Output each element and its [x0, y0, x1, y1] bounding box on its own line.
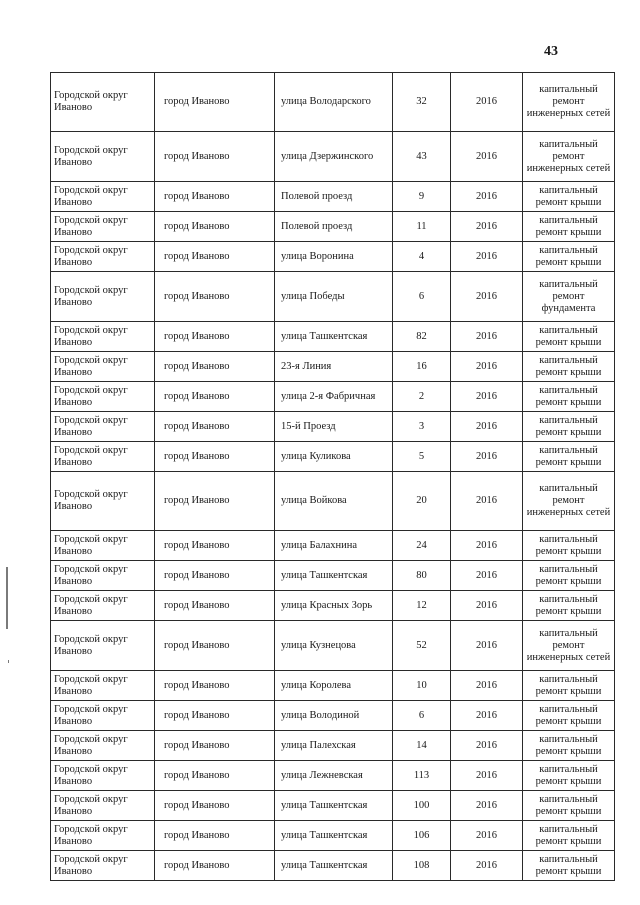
year-cell: 2016 [451, 561, 523, 591]
house-cell: 52 [393, 621, 451, 671]
table-row [51, 821, 615, 851]
house-cell: 108 [393, 851, 451, 881]
city-cell: город Иваново [155, 621, 275, 671]
table-row [51, 591, 615, 621]
work-cell: капитальный ремонт инженерных сетей [523, 472, 615, 531]
house-cell: 100 [393, 791, 451, 821]
year-cell: 2016 [451, 352, 523, 382]
okrug-cell: Городской округ Иваново [51, 731, 155, 761]
year-cell: 2016 [451, 322, 523, 352]
year-cell: 2016 [451, 701, 523, 731]
okrug-cell: Городской округ Иваново [51, 531, 155, 561]
okrug-cell: Городской округ Иваново [51, 412, 155, 442]
page-number: 43 [544, 44, 558, 59]
work-cell: капитальный ремонт крыши [523, 791, 615, 821]
work-cell: капитальный ремонт инженерных сетей [523, 132, 615, 182]
street-cell: улица Ташкентская [275, 561, 393, 591]
okrug-cell: Городской округ Иваново [51, 761, 155, 791]
work-cell: капитальный ремонт крыши [523, 531, 615, 561]
okrug-cell: Городской округ Иваново [51, 272, 155, 322]
table-row [51, 791, 615, 821]
city-cell: город Иваново [155, 531, 275, 561]
house-cell: 6 [393, 272, 451, 322]
year-cell: 2016 [451, 132, 523, 182]
city-cell: город Иваново [155, 701, 275, 731]
city-cell: город Иваново [155, 731, 275, 761]
table-row [51, 531, 615, 561]
street-cell: улица Красных Зорь [275, 591, 393, 621]
table-row [51, 761, 615, 791]
year-cell: 2016 [451, 821, 523, 851]
street-cell: улица Ташкентская [275, 821, 393, 851]
year-cell: 2016 [451, 731, 523, 761]
street-cell: улица Володиной [275, 701, 393, 731]
work-cell: капитальный ремонт крыши [523, 821, 615, 851]
house-cell: 14 [393, 731, 451, 761]
year-cell: 2016 [451, 442, 523, 472]
work-cell: капитальный ремонт крыши [523, 212, 615, 242]
year-cell: 2016 [451, 382, 523, 412]
scan-margin-mark [6, 567, 8, 629]
year-cell: 2016 [451, 791, 523, 821]
city-cell: город Иваново [155, 132, 275, 182]
house-cell: 113 [393, 761, 451, 791]
table-row [51, 242, 615, 272]
table-row [51, 322, 615, 352]
year-cell: 2016 [451, 621, 523, 671]
table-row [51, 701, 615, 731]
table-row [51, 182, 615, 212]
year-cell: 2016 [451, 591, 523, 621]
house-cell: 80 [393, 561, 451, 591]
table-row [51, 731, 615, 761]
street-cell: улица Ташкентская [275, 322, 393, 352]
year-cell: 2016 [451, 182, 523, 212]
okrug-cell: Городской округ Иваново [51, 322, 155, 352]
table-row [51, 561, 615, 591]
table-row [51, 412, 615, 442]
city-cell: город Иваново [155, 791, 275, 821]
street-cell: улица Королева [275, 671, 393, 701]
city-cell: город Иваново [155, 242, 275, 272]
street-cell: Полевой проезд [275, 182, 393, 212]
work-cell: капитальный ремонт крыши [523, 182, 615, 212]
year-cell: 2016 [451, 212, 523, 242]
okrug-cell: Городской округ Иваново [51, 561, 155, 591]
okrug-cell: Городской округ Иваново [51, 442, 155, 472]
street-cell: улица Лежневская [275, 761, 393, 791]
work-cell: капитальный ремонт крыши [523, 442, 615, 472]
city-cell: город Иваново [155, 561, 275, 591]
work-cell: капитальный ремонт крыши [523, 851, 615, 881]
work-cell: капитальный ремонт крыши [523, 382, 615, 412]
city-cell: город Иваново [155, 412, 275, 442]
okrug-cell: Городской округ Иваново [51, 701, 155, 731]
table-row [51, 472, 615, 531]
okrug-cell: Городской округ Иваново [51, 821, 155, 851]
okrug-cell: Городской округ Иваново [51, 671, 155, 701]
okrug-cell: Городской округ Иваново [51, 132, 155, 182]
okrug-cell: Городской округ Иваново [51, 791, 155, 821]
house-cell: 106 [393, 821, 451, 851]
year-cell: 2016 [451, 761, 523, 791]
street-cell: улица Воронина [275, 242, 393, 272]
city-cell: город Иваново [155, 472, 275, 531]
street-cell: улица Володарского [275, 73, 393, 132]
registry-body [51, 73, 615, 881]
table-row [51, 382, 615, 412]
work-cell: капитальный ремонт крыши [523, 761, 615, 791]
okrug-cell: Городской округ Иваново [51, 621, 155, 671]
table-row [51, 671, 615, 701]
house-cell: 16 [393, 352, 451, 382]
house-cell: 10 [393, 671, 451, 701]
okrug-cell: Городской округ Иваново [51, 382, 155, 412]
table-row [51, 851, 615, 881]
year-cell: 2016 [451, 472, 523, 531]
work-cell: капитальный ремонт крыши [523, 731, 615, 761]
work-cell: капитальный ремонт фундамента [523, 272, 615, 322]
street-cell: улица Балахнина [275, 531, 393, 561]
okrug-cell: Городской округ Иваново [51, 242, 155, 272]
house-cell: 2 [393, 382, 451, 412]
work-cell: капитальный ремонт крыши [523, 671, 615, 701]
scan-margin-dot [8, 660, 9, 663]
okrug-cell: Городской округ Иваново [51, 182, 155, 212]
work-cell: капитальный ремонт инженерных сетей [523, 621, 615, 671]
work-cell: капитальный ремонт крыши [523, 242, 615, 272]
table-row [51, 132, 615, 182]
year-cell: 2016 [451, 272, 523, 322]
city-cell: город Иваново [155, 761, 275, 791]
street-cell: улица Куликова [275, 442, 393, 472]
year-cell: 2016 [451, 412, 523, 442]
city-cell: город Иваново [155, 352, 275, 382]
house-cell: 6 [393, 701, 451, 731]
street-cell: 23-я Линия [275, 352, 393, 382]
city-cell: город Иваново [155, 382, 275, 412]
house-cell: 4 [393, 242, 451, 272]
table-row [51, 272, 615, 322]
city-cell: город Иваново [155, 182, 275, 212]
city-cell: город Иваново [155, 272, 275, 322]
work-cell: капитальный ремонт крыши [523, 412, 615, 442]
year-cell: 2016 [451, 73, 523, 132]
table-row [51, 73, 615, 132]
work-cell: капитальный ремонт крыши [523, 322, 615, 352]
table-row [51, 212, 615, 242]
street-cell: улица Дзержинского [275, 132, 393, 182]
okrug-cell: Городской округ Иваново [51, 212, 155, 242]
street-cell: Полевой проезд [275, 212, 393, 242]
street-cell: улица Палехская [275, 731, 393, 761]
street-cell: улица Ташкентская [275, 851, 393, 881]
okrug-cell: Городской округ Иваново [51, 352, 155, 382]
house-cell: 3 [393, 412, 451, 442]
street-cell: 15-й Проезд [275, 412, 393, 442]
year-cell: 2016 [451, 531, 523, 561]
table-row [51, 442, 615, 472]
city-cell: город Иваново [155, 851, 275, 881]
city-cell: город Иваново [155, 73, 275, 132]
street-cell: улица Кузнецова [275, 621, 393, 671]
house-cell: 20 [393, 472, 451, 531]
work-cell: капитальный ремонт крыши [523, 352, 615, 382]
okrug-cell: Городской округ Иваново [51, 591, 155, 621]
city-cell: город Иваново [155, 212, 275, 242]
okrug-cell: Городской округ Иваново [51, 851, 155, 881]
year-cell: 2016 [451, 851, 523, 881]
street-cell: улица Ташкентская [275, 791, 393, 821]
city-cell: город Иваново [155, 322, 275, 352]
repair-registry-table [50, 72, 615, 881]
house-cell: 82 [393, 322, 451, 352]
work-cell: капитальный ремонт крыши [523, 591, 615, 621]
house-cell: 32 [393, 73, 451, 132]
okrug-cell: Городской округ Иваново [51, 73, 155, 132]
house-cell: 24 [393, 531, 451, 561]
table-row [51, 621, 615, 671]
street-cell: улица 2-я Фабричная [275, 382, 393, 412]
work-cell: капитальный ремонт крыши [523, 561, 615, 591]
year-cell: 2016 [451, 242, 523, 272]
table-row [51, 352, 615, 382]
house-cell: 5 [393, 442, 451, 472]
work-cell: капитальный ремонт инженерных сетей [523, 73, 615, 132]
okrug-cell: Городской округ Иваново [51, 472, 155, 531]
street-cell: улица Войкова [275, 472, 393, 531]
city-cell: город Иваново [155, 821, 275, 851]
house-cell: 43 [393, 132, 451, 182]
city-cell: город Иваново [155, 591, 275, 621]
house-cell: 12 [393, 591, 451, 621]
city-cell: город Иваново [155, 671, 275, 701]
city-cell: город Иваново [155, 442, 275, 472]
street-cell: улица Победы [275, 272, 393, 322]
year-cell: 2016 [451, 671, 523, 701]
work-cell: капитальный ремонт крыши [523, 701, 615, 731]
house-cell: 11 [393, 212, 451, 242]
house-cell: 9 [393, 182, 451, 212]
